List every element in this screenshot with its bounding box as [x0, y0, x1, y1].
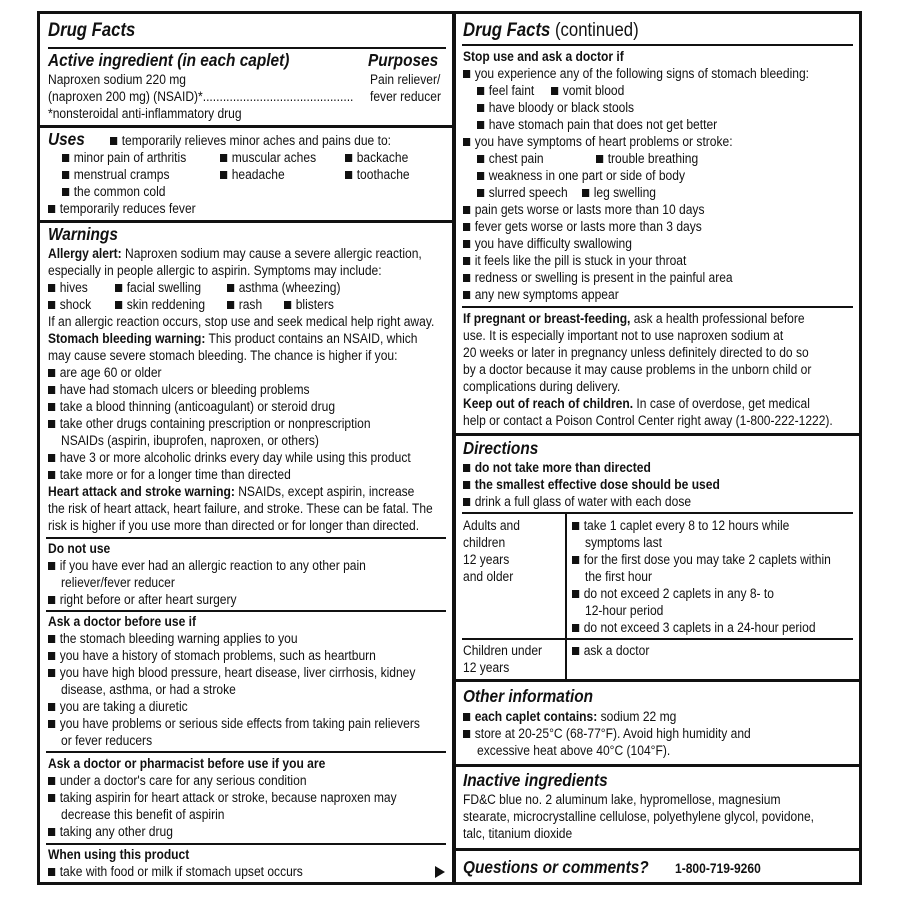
- directions-heading: Directions: [463, 438, 539, 458]
- use-item: [62, 149, 186, 166]
- active-ingredient-heading: Active ingredient (in each caplet): [48, 50, 290, 70]
- use-item: [220, 149, 316, 166]
- use-fever: [48, 200, 196, 217]
- use-fever-text: temporarily reduces fever: [59, 201, 196, 216]
- square-bullet-icon: [572, 556, 579, 564]
- square-bullet-icon: [220, 154, 227, 162]
- square-bullet-icon: [463, 257, 470, 265]
- square-bullet-icon: [48, 794, 55, 802]
- square-bullet-icon: [62, 171, 69, 179]
- ask-doctor-heading: Ask a doctor before use if: [48, 614, 197, 629]
- square-bullet-icon: [463, 481, 470, 489]
- heart-sign: [596, 150, 698, 167]
- child-dose-text: ask a doctor: [583, 643, 650, 658]
- stop-use-item: [463, 201, 704, 218]
- stomach-item-text: are age 60 or older: [59, 365, 162, 380]
- square-bullet-icon: [48, 868, 55, 876]
- square-bullet-icon: [284, 301, 291, 309]
- other-info-cont: excessive heat above 40°C (104°F).: [477, 743, 671, 758]
- square-bullet-icon: [463, 240, 470, 248]
- stomach-text: This product contains an NSAID, which: [205, 331, 418, 346]
- heart-sign: [477, 150, 544, 167]
- symptom-text: shock: [59, 297, 92, 312]
- ask-pharmacist-item: [48, 823, 173, 840]
- square-bullet-icon: [110, 137, 117, 145]
- table-row-rule: [462, 638, 853, 640]
- bleed-sign: [477, 82, 534, 99]
- allergy-after: If an allergic reaction occurs, stop use and seek medical help right away.: [48, 314, 435, 329]
- stop-use-text: it feels like the pill is stuck in your throat: [474, 253, 687, 268]
- use-item-text: the common cold: [73, 184, 166, 199]
- square-bullet-icon: [227, 301, 234, 309]
- ask-pharmacist-item-cont: decrease this benefit of aspirin: [61, 807, 225, 822]
- continued-title-text: Drug Facts: [463, 20, 551, 41]
- square-bullet-icon: [62, 154, 69, 162]
- subsection-divider: [46, 610, 446, 612]
- square-bullet-icon: [572, 522, 579, 530]
- do-not-use-item: [48, 591, 237, 608]
- ask-doctor-item: [48, 698, 188, 715]
- each-caplet-text: sodium 22 mg: [597, 709, 677, 724]
- pregnant-line: by a doctor because it may cause problems in the unborn child or: [463, 362, 812, 377]
- stomach-item-text: have 3 or more alcoholic drinks every day while using this product: [59, 450, 411, 465]
- square-bullet-icon: [48, 471, 55, 479]
- stomach-line-1: [48, 330, 417, 347]
- square-bullet-icon: [477, 155, 484, 163]
- stop-use-item: [463, 218, 702, 235]
- pregnant-line: use. It is especially important not to use naproxen sodium at: [463, 328, 784, 343]
- keep-out-line-1: [463, 395, 810, 412]
- square-bullet-icon: [48, 301, 55, 309]
- square-bullet-icon: [345, 171, 352, 179]
- stop-use-text: redness or swelling is present in the painful area: [474, 270, 733, 285]
- symptom-item: [284, 296, 334, 313]
- square-bullet-icon: [48, 454, 55, 462]
- drug-facts-title: Drug Facts: [48, 20, 136, 41]
- drug-facts-continued-title: [463, 20, 639, 42]
- symptom-item: [115, 296, 205, 313]
- table-column-rule: [565, 512, 567, 679]
- directions-bold-text: do not take more than directed: [474, 460, 651, 475]
- adult-dose-cont: 12-hour period: [585, 603, 664, 618]
- do-not-use-item: [48, 557, 366, 574]
- square-bullet-icon: [220, 171, 227, 179]
- bleed-sign-text: vomit blood: [562, 83, 625, 98]
- stomach-item-text: take other drugs containing prescription or nonprescription: [59, 416, 371, 431]
- square-bullet-icon: [48, 703, 55, 711]
- subsection-divider: [46, 751, 446, 753]
- section-divider: [456, 433, 859, 436]
- square-bullet-icon: [62, 188, 69, 196]
- stop-use-text: you have difficulty swallowing: [474, 236, 632, 251]
- store-text: store at 20-25°C (68-77°F). Avoid high humidity and: [474, 726, 751, 741]
- directions-text: drink a full glass of water with each dose: [474, 494, 692, 509]
- symptom-text: hives: [59, 280, 88, 295]
- symptom-item: [115, 279, 201, 296]
- stop-use-item: [463, 65, 809, 82]
- ask-pharmacist-text: taking any other drug: [59, 824, 173, 839]
- ask-pharmacist-item: [48, 789, 397, 806]
- table-top-rule: [462, 512, 853, 514]
- stomach-item: [48, 449, 411, 466]
- square-bullet-icon: [463, 223, 470, 231]
- adult-label: and older: [463, 569, 514, 584]
- symptom-text: skin reddening: [126, 297, 206, 312]
- heart-line-2: the risk of heart attack, heart failure, and stroke. These can be fatal. The: [48, 501, 433, 516]
- other-info-heading: Other information: [463, 686, 594, 706]
- use-item: [62, 183, 165, 200]
- square-bullet-icon: [572, 624, 579, 632]
- symptom-text: blisters: [295, 297, 334, 312]
- square-bullet-icon: [48, 369, 55, 377]
- inactive-heading: Inactive ingredients: [463, 770, 608, 790]
- stomach-label: Stomach bleeding warning:: [48, 331, 206, 346]
- purposes-heading: Purposes: [368, 50, 439, 70]
- ask-doctor-text: you have problems or serious side effects from taking pain relievers: [59, 716, 420, 731]
- square-bullet-icon: [477, 104, 484, 112]
- square-bullet-icon: [572, 647, 579, 655]
- use-item: [345, 166, 410, 183]
- square-bullet-icon: [477, 172, 484, 180]
- do-not-use-item-cont: reliever/fever reducer: [61, 575, 175, 590]
- stomach-item-cont: NSAIDs (aspirin, ibuprofen, naproxen, or others): [61, 433, 319, 448]
- square-bullet-icon: [48, 635, 55, 643]
- do-not-use-text: right before or after heart surgery: [59, 592, 237, 607]
- square-bullet-icon: [572, 590, 579, 598]
- pregnant-line: complications during delivery.: [463, 379, 621, 394]
- symptom-item: [227, 279, 341, 296]
- heart-sign: [582, 184, 656, 201]
- drug-facts-right-panel: [453, 11, 862, 885]
- stop-use-item: [463, 133, 733, 150]
- square-bullet-icon: [477, 87, 484, 95]
- ask-pharmacist-item: [48, 772, 307, 789]
- stop-use-text: any new symptoms appear: [474, 287, 619, 302]
- bleed-sign: [551, 82, 624, 99]
- symptom-text: asthma (wheezing): [238, 280, 341, 295]
- symptom-text: rash: [238, 297, 263, 312]
- square-bullet-icon: [463, 274, 470, 282]
- square-bullet-icon: [463, 464, 470, 472]
- do-not-use-text: if you have ever had an allergic reaction to any other pain: [59, 558, 366, 573]
- purpose-line-2: fever reducer: [370, 89, 442, 104]
- use-item-text: muscular aches: [231, 150, 317, 165]
- use-item-text: toothache: [356, 167, 410, 182]
- stomach-line-2: may cause severe stomach bleeding. The chance is higher if you:: [48, 348, 398, 363]
- square-bullet-icon: [48, 386, 55, 394]
- keep-out-line-2: help or contact a Poison Control Center right away (1-800-222-1222).: [463, 413, 833, 428]
- do-not-use-heading: Do not use: [48, 541, 111, 556]
- square-bullet-icon: [115, 301, 122, 309]
- heart-sign-text: slurred speech: [488, 185, 568, 200]
- warnings-heading: Warnings: [48, 224, 118, 244]
- keep-out-text: In case of overdose, get medical: [633, 396, 810, 411]
- inactive-line: FD&C blue no. 2 aluminum lake, hypromellose, magnesium: [463, 792, 781, 807]
- stomach-item-text: take a blood thinning (anticoagulant) or steroid drug: [59, 399, 336, 414]
- symptom-text: facial swelling: [126, 280, 202, 295]
- square-bullet-icon: [48, 420, 55, 428]
- section-divider: [40, 125, 452, 128]
- stomach-item: [48, 364, 162, 381]
- pregnant-label: If pregnant or breast-feeding,: [463, 311, 631, 326]
- square-bullet-icon: [551, 87, 558, 95]
- directions-item: [463, 493, 691, 510]
- ask-doctor-item-cont: disease, asthma, or had a stroke: [61, 682, 236, 697]
- ask-doctor-text: you are taking a diuretic: [59, 699, 188, 714]
- use-item-text: headache: [231, 167, 285, 182]
- bleed-sign: [477, 99, 634, 116]
- directions-bold-item: [463, 459, 651, 476]
- use-item-text: menstrual cramps: [73, 167, 170, 182]
- square-bullet-icon: [227, 284, 234, 292]
- heart-label: Heart attack and stroke warning:: [48, 484, 235, 499]
- adult-dose-text: take 1 caplet every 8 to 12 hours while: [583, 518, 790, 533]
- heart-sign-text: leg swelling: [593, 185, 657, 200]
- heart-text: NSAIDs, except aspirin, increase: [234, 484, 415, 499]
- use-item-text: backache: [356, 150, 409, 165]
- adult-dose-text: do not exceed 2 caplets in any 8- to: [583, 586, 774, 601]
- stomach-item-text: take more or for a longer time than directed: [59, 467, 291, 482]
- bleed-sign-text: feel faint: [488, 83, 535, 98]
- directions-bold-item: [463, 476, 720, 493]
- adult-dose-cont: the first hour: [585, 569, 652, 584]
- ask-pharmacist-text: taking aspirin for heart attack or stroke, because naproxen may: [59, 790, 397, 805]
- square-bullet-icon: [48, 205, 55, 213]
- ask-doctor-item: [48, 647, 376, 664]
- heart-sign: [477, 184, 568, 201]
- ask-doctor-item: [48, 664, 415, 681]
- square-bullet-icon: [596, 155, 603, 163]
- square-bullet-icon: [463, 138, 470, 146]
- square-bullet-icon: [463, 713, 470, 721]
- allergy-line-2: especially in people allergic to aspirin. Symptoms may include:: [48, 263, 382, 278]
- square-bullet-icon: [48, 828, 55, 836]
- when-using-heading: When using this product: [48, 847, 190, 862]
- uses-intro: [110, 132, 391, 149]
- nsaid-footnote: *nonsteroidal anti-inflammatory drug: [48, 106, 242, 121]
- allergy-label: Allergy alert:: [48, 246, 122, 261]
- adult-dose-item: [572, 551, 831, 568]
- symptom-item: [48, 296, 91, 313]
- right-arrow-icon: [435, 866, 445, 878]
- ask-doctor-item-cont: or fever reducers: [61, 733, 153, 748]
- square-bullet-icon: [48, 777, 55, 785]
- stomach-item: [48, 381, 310, 398]
- when-using-text: take with food or milk if stomach upset occurs: [59, 864, 303, 879]
- square-bullet-icon: [115, 284, 122, 292]
- use-item: [62, 166, 169, 183]
- questions-phone: 1-800-719-9260: [675, 861, 761, 876]
- uses-heading: Uses: [48, 129, 85, 149]
- other-info-item: [463, 708, 676, 725]
- stop-use-text: you experience any of the following signs of stomach bleeding:: [474, 66, 810, 81]
- ask-doctor-text: you have a history of stomach problems, such as heartburn: [59, 648, 376, 663]
- continued-label: (continued): [550, 20, 639, 41]
- section-divider: [456, 679, 859, 682]
- square-bullet-icon: [48, 596, 55, 604]
- square-bullet-icon: [463, 291, 470, 299]
- drug-facts-left-panel: [37, 11, 455, 885]
- adult-dose-item: [572, 585, 774, 602]
- stop-use-item: [463, 286, 619, 303]
- square-bullet-icon: [463, 70, 470, 78]
- square-bullet-icon: [48, 403, 55, 411]
- square-bullet-icon: [463, 206, 470, 214]
- pregnant-text: ask a health professional before: [630, 311, 805, 326]
- square-bullet-icon: [48, 284, 55, 292]
- use-item: [220, 166, 285, 183]
- stop-use-text: fever gets worse or lasts more than 3 days: [474, 219, 702, 234]
- square-bullet-icon: [463, 730, 470, 738]
- allergy-line-1: [48, 245, 422, 262]
- ask-doctor-item: [48, 715, 420, 732]
- adult-dose-cont: symptoms last: [585, 535, 663, 550]
- active-line-1: Naproxen sodium 220 mg: [48, 72, 187, 87]
- subsection-divider: [46, 843, 446, 845]
- square-bullet-icon: [48, 652, 55, 660]
- adult-dose-item: [572, 517, 789, 534]
- active-line-2: (naproxen 200 mg) (NSAID)*.............................................: [48, 89, 354, 104]
- heart-sign-text: weakness in one part or side of body: [488, 168, 685, 183]
- symptom-item: [227, 296, 262, 313]
- ask-doctor-text: you have high blood pressure, heart disease, liver cirrhosis, kidney: [59, 665, 416, 680]
- symptom-item: [48, 279, 88, 296]
- square-bullet-icon: [477, 121, 484, 129]
- heart-line-1: [48, 483, 414, 500]
- section-divider: [456, 764, 859, 767]
- ask-doctor-item: [48, 630, 298, 647]
- heart-sign-text: trouble breathing: [607, 151, 699, 166]
- stomach-item: [48, 415, 371, 432]
- child-label: Children under: [463, 643, 543, 658]
- when-using-item: [48, 863, 303, 880]
- title-rule: [462, 44, 853, 46]
- each-caplet-label: each caplet contains:: [474, 709, 598, 724]
- ask-pharmacist-heading: Ask a doctor or pharmacist before use if you are: [48, 756, 326, 771]
- square-bullet-icon: [48, 720, 55, 728]
- section-divider: [40, 220, 452, 223]
- section-divider: [456, 848, 859, 851]
- bleed-sign: [477, 116, 717, 133]
- stomach-item: [48, 466, 291, 483]
- adult-label: Adults and: [463, 518, 520, 533]
- subsection-divider: [46, 537, 446, 539]
- adult-dose-item: [572, 619, 816, 636]
- square-bullet-icon: [463, 498, 470, 506]
- heart-line-3: risk is higher if you use more than directed or for longer than directed.: [48, 518, 420, 533]
- stomach-item: [48, 398, 335, 415]
- inactive-line: talc, titanium dioxide: [463, 826, 573, 841]
- adult-dose-text: for the first dose you may take 2 caplets within: [583, 552, 831, 567]
- inactive-line: stearate, microcrystalline cellulose, polyethylene glycol, povidone,: [463, 809, 815, 824]
- heart-sign: [477, 167, 685, 184]
- use-item-text: minor pain of arthritis: [73, 150, 187, 165]
- bleed-sign-text: have stomach pain that does not get better: [488, 117, 718, 132]
- stomach-item-text: have had stomach ulcers or bleeding problems: [59, 382, 310, 397]
- purpose-line-1: Pain reliever/: [370, 72, 441, 87]
- square-bullet-icon: [477, 189, 484, 197]
- child-label: 12 years: [463, 660, 510, 675]
- uses-intro-text: temporarily relieves minor aches and pains due to:: [121, 133, 391, 148]
- ask-pharmacist-text: under a doctor's care for any serious condition: [59, 773, 307, 788]
- use-item: [345, 149, 408, 166]
- pregnant-line: 20 weeks or later in pregnancy unless definitely directed to do so: [463, 345, 809, 360]
- adult-label: 12 years: [463, 552, 510, 567]
- square-bullet-icon: [582, 189, 589, 197]
- keep-out-label: Keep out of reach of children.: [463, 396, 634, 411]
- allergy-text: Naproxen sodium may cause a severe allergic reaction,: [121, 246, 422, 261]
- square-bullet-icon: [48, 562, 55, 570]
- ask-doctor-text: the stomach bleeding warning applies to you: [59, 631, 298, 646]
- pregnant-line-1: [463, 310, 805, 327]
- child-dose-item: [572, 642, 649, 659]
- stop-use-item: [463, 252, 686, 269]
- heart-sign-text: chest pain: [488, 151, 544, 166]
- square-bullet-icon: [345, 154, 352, 162]
- adult-label: children: [463, 535, 506, 550]
- other-info-item: [463, 725, 751, 742]
- title-rule: [48, 47, 446, 49]
- bleed-sign-text: have bloody or black stools: [488, 100, 635, 115]
- stop-use-item: [463, 269, 733, 286]
- questions-heading: Questions or comments?: [463, 857, 649, 877]
- stop-use-heading: Stop use and ask a doctor if: [463, 49, 624, 64]
- stop-use-text: you have symptoms of heart problems or stroke:: [474, 134, 733, 149]
- subsection-divider: [462, 306, 853, 308]
- adult-dose-text: do not exceed 3 caplets in a 24-hour period: [583, 620, 816, 635]
- stop-use-item: [463, 235, 632, 252]
- square-bullet-icon: [48, 669, 55, 677]
- directions-bold-text: the smallest effective dose should be used: [474, 477, 720, 492]
- stop-use-text: pain gets worse or lasts more than 10 days: [474, 202, 705, 217]
